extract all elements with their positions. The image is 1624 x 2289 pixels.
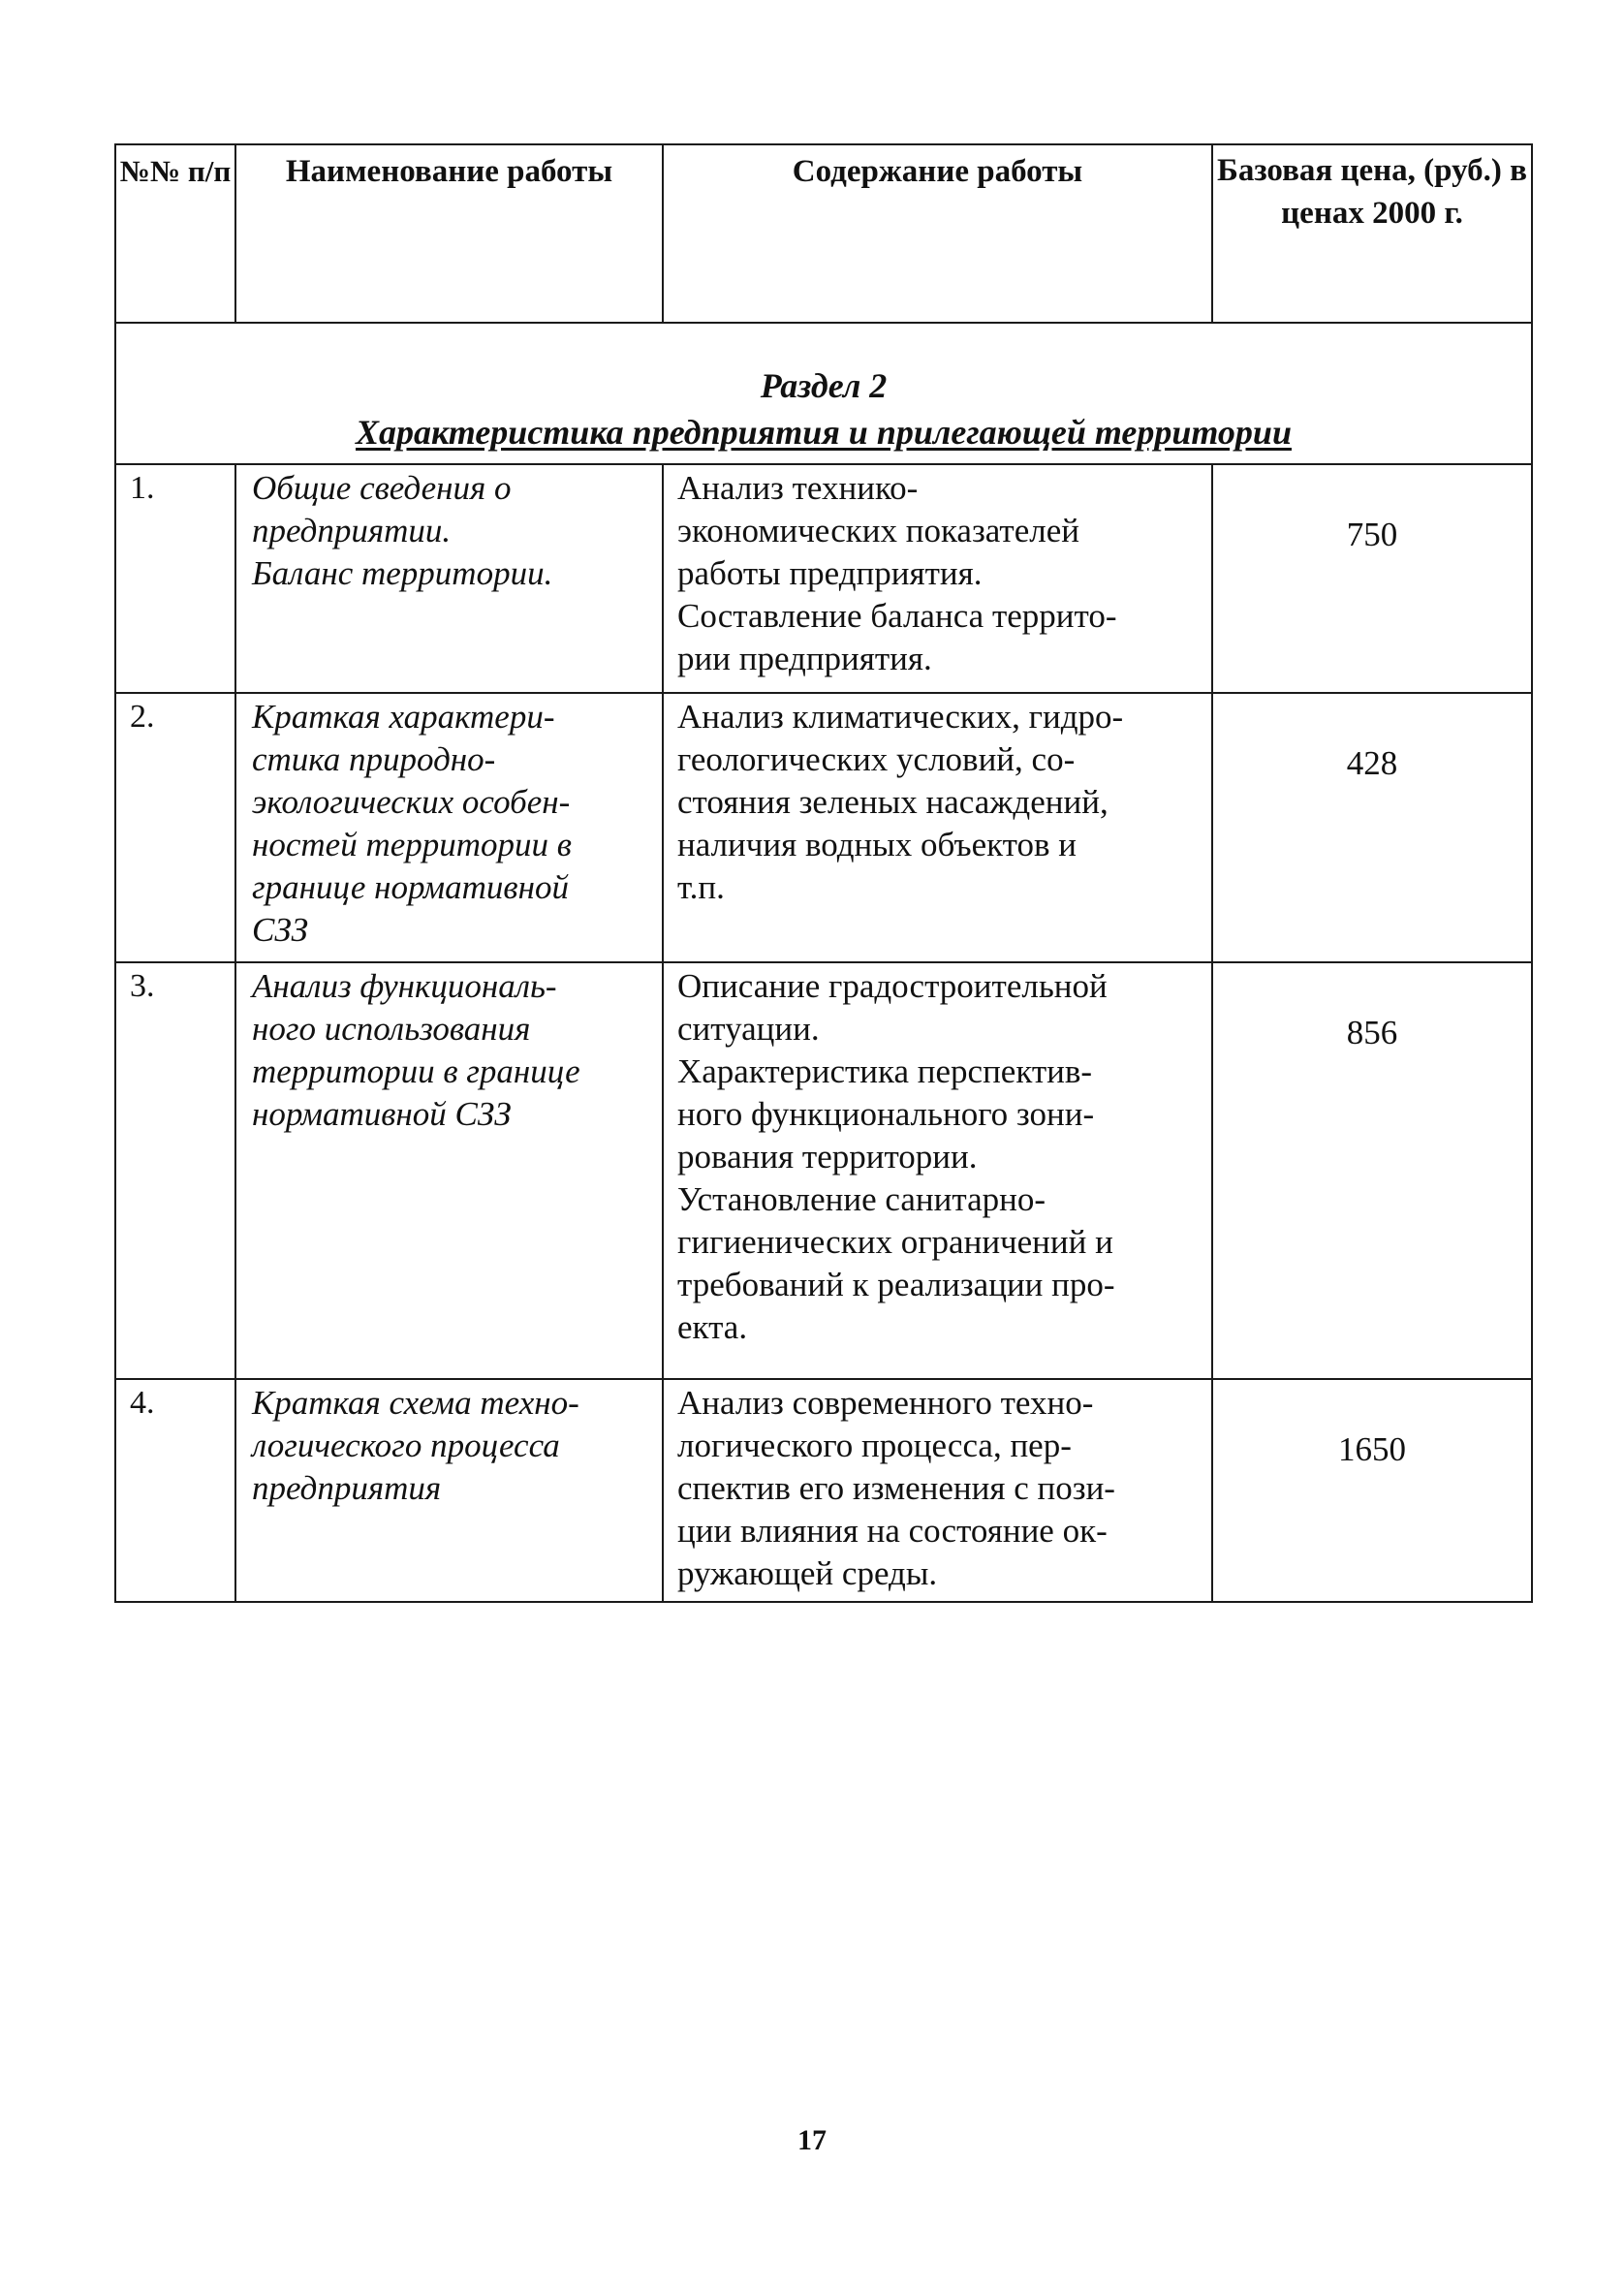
work-content-line: гигиенических ограничений и	[677, 1223, 1113, 1261]
work-name-line: предприятия	[252, 1469, 442, 1507]
header-content: Содержание работы	[663, 144, 1212, 323]
work-content-line: екта.	[677, 1308, 748, 1346]
table-body	[115, 464, 1532, 1602]
row-base-price: 428	[1212, 693, 1532, 962]
section-row	[115, 323, 1532, 464]
work-content-line: ружающей среды.	[677, 1554, 938, 1592]
work-name-line: нормативной СЗЗ	[252, 1095, 512, 1133]
work-content-line: экономических показателей	[677, 512, 1079, 549]
row-work-name	[235, 962, 663, 1379]
table-row	[115, 693, 1532, 962]
work-name-line: границе нормативной	[252, 868, 569, 906]
work-content-line: ного функционального зони-	[677, 1095, 1095, 1133]
work-content-line: ции влияния на состояние ок-	[677, 1512, 1108, 1550]
work-name-line: Общие сведения о	[252, 469, 512, 507]
table-row	[115, 464, 1532, 693]
work-name-line: Баланс территории.	[252, 554, 553, 592]
work-content-line: наличия водных объектов и	[677, 826, 1077, 863]
row-work-name	[235, 1379, 663, 1602]
work-content-line: Анализ климатических, гидро-	[677, 698, 1124, 736]
row-base-price: 856	[1212, 962, 1532, 1379]
work-name-line: экологических особен-	[252, 783, 571, 821]
row-base-price: 1650	[1212, 1379, 1532, 1602]
work-content-line: требований к реализации про-	[677, 1266, 1115, 1303]
work-name-line: СЗЗ	[252, 911, 309, 949]
table-row	[115, 1379, 1532, 1602]
work-name-line: территории в границе	[252, 1052, 580, 1090]
work-name-line: Анализ функциональ-	[252, 967, 557, 1005]
work-content-line: т.п.	[677, 868, 725, 906]
work-name-line: логического процесса	[252, 1427, 560, 1464]
header-name: Наименование работы	[235, 144, 663, 323]
work-content-line: Анализ современного техно-	[677, 1384, 1094, 1422]
work-name-line: Краткая характери-	[252, 698, 555, 736]
row-number: 1.	[115, 464, 235, 693]
work-content-line: ситуации.	[677, 1010, 820, 1048]
work-content-line: спектив его изменения с пози-	[677, 1469, 1115, 1507]
row-work-content	[663, 464, 1212, 693]
section-subtitle: Характеристика предприятия и прилегающей территории	[356, 413, 1292, 452]
work-content-line: Описание градостроительной	[677, 967, 1108, 1005]
work-content-line: логического процесса, пер-	[677, 1427, 1072, 1464]
work-name-line: ного использования	[252, 1010, 531, 1048]
work-content-line: рования территории.	[677, 1138, 978, 1176]
work-content-line: Составление баланса террито-	[677, 597, 1117, 635]
row-work-content	[663, 962, 1212, 1379]
work-content-line: Установление санитарно-	[677, 1180, 1046, 1218]
table-row	[115, 962, 1532, 1379]
work-name-line: стика природно-	[252, 740, 496, 778]
row-work-content	[663, 693, 1212, 962]
work-name-line: Краткая схема техно-	[252, 1384, 579, 1422]
table-header-row	[115, 144, 1532, 323]
row-number: 2.	[115, 693, 235, 962]
work-content-line: геологических условий, со-	[677, 740, 1076, 778]
work-name-line: предприятии.	[252, 512, 452, 549]
row-work-content	[663, 1379, 1212, 1602]
work-content-line: Анализ технико-	[677, 469, 919, 507]
section-heading	[115, 323, 1532, 464]
work-content-line: Характеристика перспектив-	[677, 1052, 1093, 1090]
work-name-line: ностей территории в	[252, 826, 572, 863]
row-work-name	[235, 693, 663, 962]
work-content-line: стояния зеленых насаждений,	[677, 783, 1109, 821]
work-content-line: рии предприятия.	[677, 640, 932, 677]
header-price: Базовая цена, (руб.) в ценах 2000 г.	[1212, 144, 1532, 323]
work-content-line: работы предприятия.	[677, 554, 983, 592]
row-number: 3.	[115, 962, 235, 1379]
price-table	[114, 143, 1533, 1603]
header-number: №№ п/п	[115, 144, 235, 323]
row-work-name	[235, 464, 663, 693]
row-base-price: 750	[1212, 464, 1532, 693]
row-number: 4.	[115, 1379, 235, 1602]
section-title: Раздел 2	[760, 366, 888, 405]
page-number: 17	[797, 2124, 827, 2156]
